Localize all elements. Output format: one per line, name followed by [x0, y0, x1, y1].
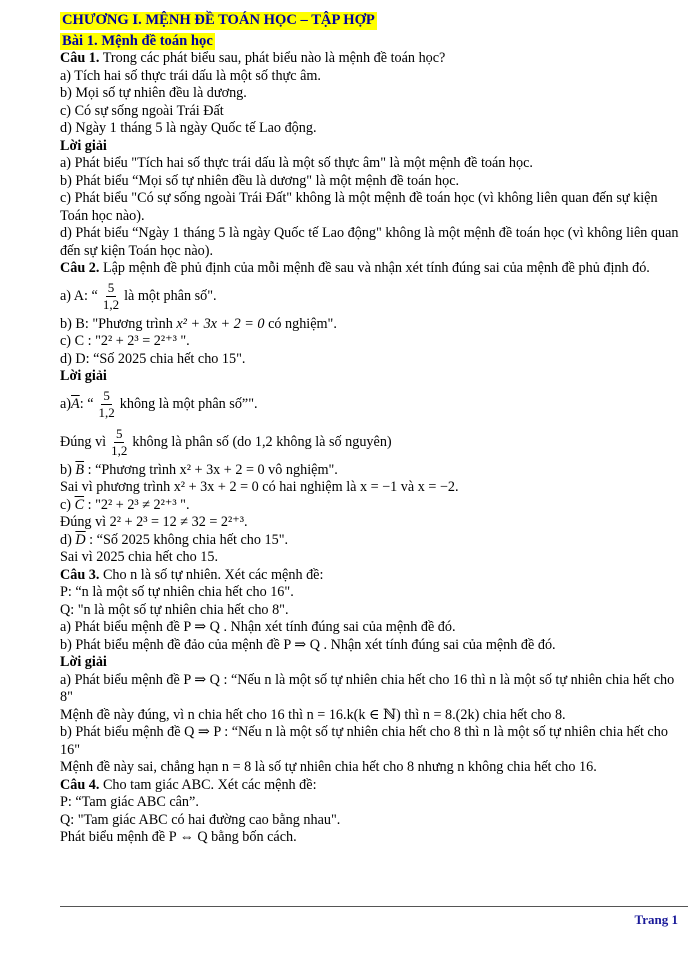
q3-statement-p: P: “n là một số tự nhiên chia hết cho 16".	[60, 584, 294, 600]
q3-task-b: b) Phát biểu mệnh đề đảo của mệnh đề P ⇒ Q . Nhận xét tính đúng sai của mệnh đề đó.	[60, 636, 556, 653]
q2-item-b: b) B: "Phương trình x² + 3x + 2 = 0 có nghiệm".	[60, 315, 337, 332]
q2-item-d: d) D: “Số 2025 chia hết cho 15".	[60, 350, 246, 367]
q1-option-b: b) Mọi số tự nhiên đều là dương.	[60, 85, 247, 101]
q4-statement-q: Q: "Tam giác ABC có hai đường cao bằng nhau".	[60, 811, 341, 828]
q3-solution-b: b) Phát biểu mệnh đề Q ⇒ P : “Nếu n là một số tự nhiên chia hết cho 8 thì n là một số tự nhiên chia hết cho 16"	[60, 724, 668, 758]
q2-solution-a-reason: Đúng vì $\frac{5}{1,2}$ không là phân số (do 1,2 không là số nguyên)	[60, 426, 392, 458]
q3-solution-b-reason: Mệnh đề này sai, chẳng hạn n = 8 là số tự nhiên chia hết cho 8 nhưng n không chia hết cho 16.	[60, 759, 597, 775]
q1-option-a: a) Tích hai số thực trái dấu là một số thực âm.	[60, 67, 321, 84]
footer-divider	[60, 906, 688, 907]
q4-prompt: Câu 4. Cho tam giác ABC. Xét các mệnh đề:	[60, 776, 317, 793]
q3-prompt: Câu 3. Cho n là số tự nhiên. Xét các mệnh đề:	[60, 566, 324, 583]
q2-solution-d: d) $\overline{D}$ : “Số 2025 không chia hết cho 15".	[60, 531, 289, 548]
q2-solution-c: c) $\overline{C}$ : "2² + 2³ ≠ 2²⁺³ ".	[60, 496, 190, 513]
q2-solution-title: Lời giải	[60, 368, 107, 384]
fraction-5-over-1-2: $\frac{5}{1,2}$	[102, 280, 120, 312]
q1-solution-a: a) Phát biểu "Tích hai số thực trái dấu là một số thực âm" là một mệnh đề toán học.	[60, 155, 533, 171]
q1-option-d: d) Ngày 1 tháng 5 là ngày Quốc tế Lao động.	[60, 120, 317, 136]
q2-item-a: a) A: “ $\frac{5}{1,2}$ là một phân số".	[60, 280, 217, 312]
q4-task: Phát biểu mệnh đề P ⇔ Q bằng bốn cách.	[60, 829, 297, 845]
q3-solution-title: Lời giải	[60, 654, 107, 670]
page-number: Trang 1	[634, 912, 678, 927]
q1-solution-b: b) Phát biểu “Mọi số tự nhiên đều là dương" là một mệnh đề toán học.	[60, 172, 460, 189]
q2-solution-d-reason: Sai vì 2025 chia hết cho 15.	[60, 549, 219, 565]
q3-task-a: a) Phát biểu mệnh đề P ⇒ Q . Nhận xét tính đúng sai của mệnh đề đó.	[60, 619, 456, 635]
chapter-heading: CHƯƠNG I. MỆNH ĐỀ TOÁN HỌC – TẬP HỢP	[62, 12, 375, 28]
q1-solution-title: Lời giải	[60, 137, 107, 154]
q2-prompt: Câu 2. Lập mệnh đề phủ định của mỗi mệnh đề sau và nhận xét tính đúng sai của mệnh đề phủ định đó.	[60, 260, 650, 276]
q2-solution-b: b) $\overline{B}$ : “Phương trình x² + 3x + 2 = 0 vô nghiệm".	[60, 461, 338, 478]
q1-prompt: Câu 1. Trong các phát biểu sau, phát biểu nào là mệnh đề toán học?	[60, 50, 446, 66]
q1-solution-c: c) Phát biểu "Có sự sống ngoài Trái Đất" không là một mệnh đề toán học (vì không liên quan đến sự kiện Toán học nào).	[60, 190, 658, 224]
q3-statement-q: Q: "n là một số tự nhiên chia hết cho 8".	[60, 601, 289, 618]
lesson-heading: Bài 1. Mệnh đề toán học	[62, 32, 213, 49]
q2-solution-b-reason: Sai vì phương trình x² + 3x + 2 = 0 có hai nghiệm là x = −1 và x = −2.	[60, 479, 459, 495]
q2-solution-c-reason: Đúng vì 2² + 2³ = 12 ≠ 32 = 2²⁺³.	[60, 514, 248, 530]
q2-item-c: c) C : "2² + 2³ = 2²⁺³ ".	[60, 333, 190, 349]
fraction-5-over-1-2: $\frac{5}{1,2}$	[111, 426, 128, 458]
q4-statement-p: P: “Tam giác ABC cân”.	[60, 794, 199, 810]
q3-solution-a: a) Phát biểu mệnh đề P ⇒ Q : “Nếu n là một số tự nhiên chia hết cho 16 thì n là một số tự nhiên chia hết cho 8"	[60, 671, 675, 705]
q1-option-c: c) Có sự sống ngoài Trái Đất	[60, 102, 224, 119]
fraction-5-over-1-2: $\frac{5}{1,2}$	[98, 388, 115, 420]
document-page	[60, 12, 682, 847]
q3-solution-a-reason: Mệnh đề này đúng, vì n chia hết cho 16 thì n = 16.k(k ∈ ℕ) thì n = 8.(2k) chia hết cho 8.	[60, 706, 566, 723]
q1-solution-d: d) Phát biểu “Ngày 1 tháng 5 là ngày Quốc tế Lao động" không là một mệnh đề toán học (vì không liên quan đến sự kiện Toán học nào).	[60, 225, 679, 259]
q2-solution-a: a) $\overline{A}$ : “ $\frac{5}{1,2}$ không là một phân số”".	[60, 388, 258, 420]
